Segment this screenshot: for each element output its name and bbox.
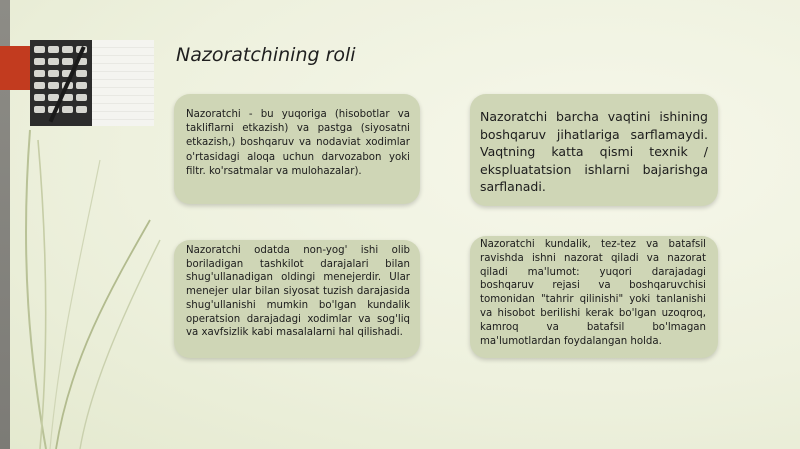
- calculator-photo: [30, 40, 154, 126]
- card-3-text: Nazoratchi odatda non-yog' ishi olib boriladigan tashkilot darajalari bilan shug'ullanadigan oldingi menejerdir. Ular menejer ular bilan siyosat tuzish darajasida shug'ullanishi mumkin bo'lgan kundalik operatsion darajadagi xodimlar va sog'liq va xavfsizlik kabi masalalarni hal qilishadi.: [186, 245, 410, 339]
- text-card-3: [174, 240, 420, 358]
- text-card-1: [174, 94, 420, 204]
- text-card-2: [470, 94, 718, 206]
- slide-title: Nazoratchining roli: [176, 44, 356, 66]
- accent-red-tab: [0, 46, 30, 90]
- card-1-text: Nazoratchi - bu yuqoriga (hisobotlar va takliflarni etkazish) va pastga (siyosatni etkazish,) boshqaruv va nodaviat xodimlar o'rtasidagi aloqa uchun darvozabon yoki filtr. ko'rsatmalar va mulohazalar).: [186, 109, 410, 177]
- card-2-text: Nazoratchi barcha vaqtini ishining boshqaruv jihatlariga sarflamaydi. Vaqtning katta qismi texnik / ekspluatatsion ishlarni bajarishga sarflanadi.: [480, 109, 708, 195]
- text-card-4: [470, 236, 718, 358]
- paper-sheet: [92, 40, 154, 126]
- card-4-text: Nazoratchi kundalik, tez-tez va batafsil ravishda ishni nazorat qiladi va nazorat qiladi ma'lumot: yuqori darajadagi boshqaruv rejasi va boshqaruvchisi tomonidan "tahrir qilinishi" yoki tanlanishi va hisobot berilishi kerak bo'lgan uzoqroq, kamroq va batafsil bo'lmagan ma'lumotlardan foydalangan holda.: [480, 239, 706, 347]
